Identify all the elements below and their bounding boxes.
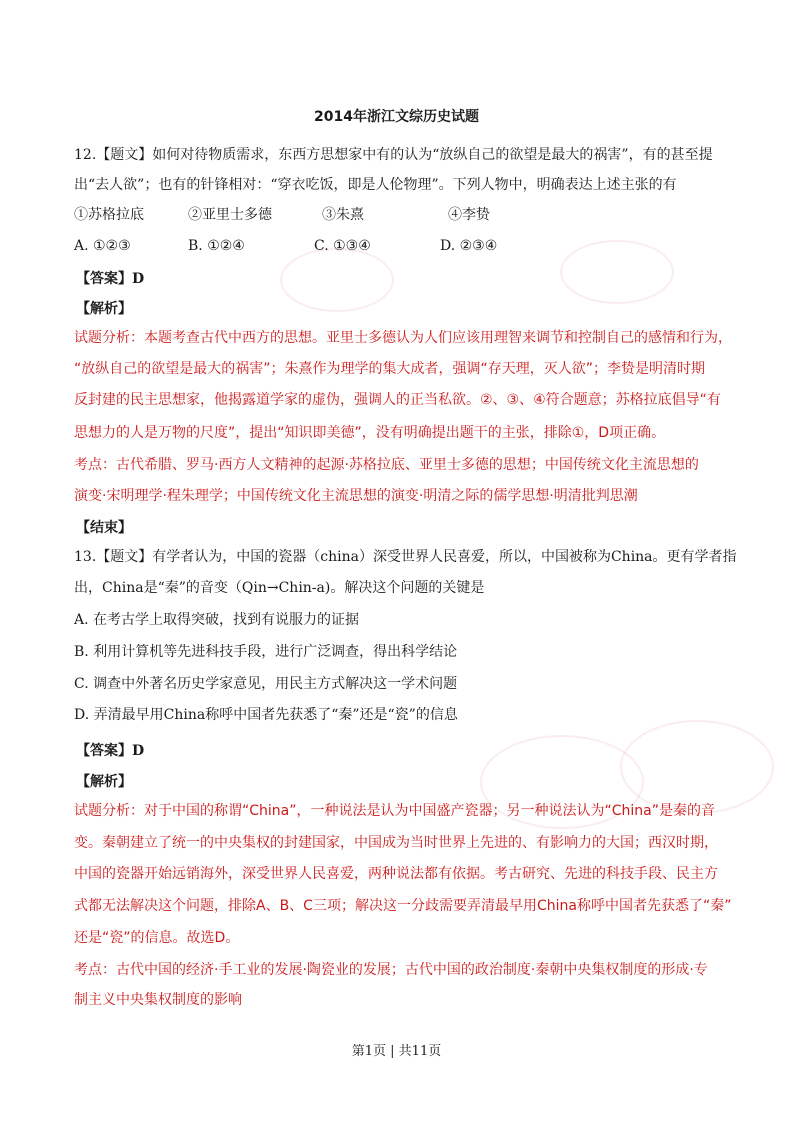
q12-analysis-line: 思想力的人是万物的尺度”，提出“知识即美德”，没有明确提出题干的主张，排除①，D项正确。 [74, 425, 666, 441]
q12-knowledge-points: 演变·宋明理学·程朱理学；中国传统文化主流思想的演变·明清之际的儒学思想·明清批判思潮 [74, 488, 638, 504]
q13-analysis-line: 变。秦朝建立了统一的中央集权的封建国家，中国成为当时世界上先进的、有影响力的大国；西汉时期， [74, 835, 718, 851]
q13-analysis-line: 试题分析：对于中国的称谓“China”，一种说法是认为中国盛产瓷器；另一种说法认为“China”是秦的音 [74, 803, 715, 819]
q13-answer: 【答案】D [76, 743, 145, 759]
q13-analysis-line: 中国的瓷器开始远销海外，深受世界人民喜爱，两种说法都有依据。考古研究、先进的科技手段、民主方 [74, 866, 718, 882]
q12-stem-line: 12.【题文】如何对待物质需求，东西方思想家中有的认为“放纵自己的欲望是最大的祸害”，有的甚至提 [74, 147, 713, 163]
q12-choice: C. ①③④ [314, 238, 371, 254]
q13-knowledge-points: 制主义中央集权制度的影响 [74, 992, 242, 1008]
q13-choice: A. 在考古学上取得突破，找到有说服力的证据 [74, 612, 360, 628]
q12-answer: 【答案】D [76, 271, 145, 287]
watermark [280, 248, 394, 312]
q13-analysis-line: 还是“瓷”的信息。故选D。 [74, 930, 240, 946]
q13-knowledge-points: 考点：古代中国的经济·手工业的发展·陶瓷业的发展；古代中国的政治制度·秦朝中央集权制度的形成·专 [74, 962, 708, 978]
q12-end-marker: 【结束】 [76, 520, 132, 536]
q13-stem-line: 13.【题文】有学者认为，中国的瓷器（china）深受世界人民喜爱，所以，中国被称为China。更有学者指 [74, 549, 737, 565]
q13-analysis-line: 式都无法解决这个问题，排除A、B、C三项；解决这一分歧需要弄清最早用China称呼中国者先获悉了“秦” [74, 898, 732, 914]
page-footer: 第1页 | 共11页 [351, 1044, 442, 1059]
q12-stem-line: 出“去人欲”；也有的针锋相对：“穿衣吃饭，即是人伦物理”。下列人物中，明确表达上述主张的有 [74, 177, 677, 193]
q12-analysis-line: 试题分析：本题考查古代中西方的思想。亚里士多德认为人们应该用理智来调节和控制自己的感情和行为， [74, 330, 732, 346]
q13-analysis-label: 【解析】 [76, 774, 132, 790]
q12-analysis-label: 【解析】 [76, 301, 132, 317]
q12-analysis-line: 反封建的民主思想家，他揭露道学家的虚伪，强调人的正当私欲。②、③、④符合题意；苏格拉底倡导“有 [74, 392, 721, 408]
q12-item: ③朱熹 [322, 207, 364, 223]
q12-choice: B. ①②④ [188, 238, 245, 254]
q12-item: ④李贽 [448, 207, 490, 223]
page-title: 2014年浙江文综历史试题 [314, 109, 479, 125]
watermark [560, 240, 674, 304]
q13-stem-line: 出，China是“秦”的音变（Qin→Chin-a)。解决这个问题的关键是 [74, 580, 485, 596]
q12-choice: A. ①②③ [74, 238, 131, 254]
q12-choice: D. ②③④ [440, 238, 498, 254]
q13-choice: C. 调查中外著名历史学家意见，用民主方式解决这一学术问题 [74, 676, 458, 692]
q13-choice: D. 弄清最早用China称呼中国者先获悉了“秦”还是“瓷”的信息 [74, 707, 458, 723]
q12-analysis-line: “放纵自己的欲望是最大的祸害”；朱熹作为理学的集大成者，强调“存天理，灭人欲”；李贽是明清时期 [74, 361, 706, 377]
q12-knowledge-points: 考点：古代希腊、罗马·西方人文精神的起源·苏格拉底、亚里士多德的思想；中国传统文化主流思想的 [74, 457, 699, 473]
watermark [620, 720, 774, 814]
q13-choice: B. 利用计算机等先进科技手段，进行广泛调查，得出科学结论 [74, 644, 458, 660]
q12-item: ①苏格拉底 [74, 207, 144, 223]
q12-item: ②亚里士多德 [188, 207, 272, 223]
